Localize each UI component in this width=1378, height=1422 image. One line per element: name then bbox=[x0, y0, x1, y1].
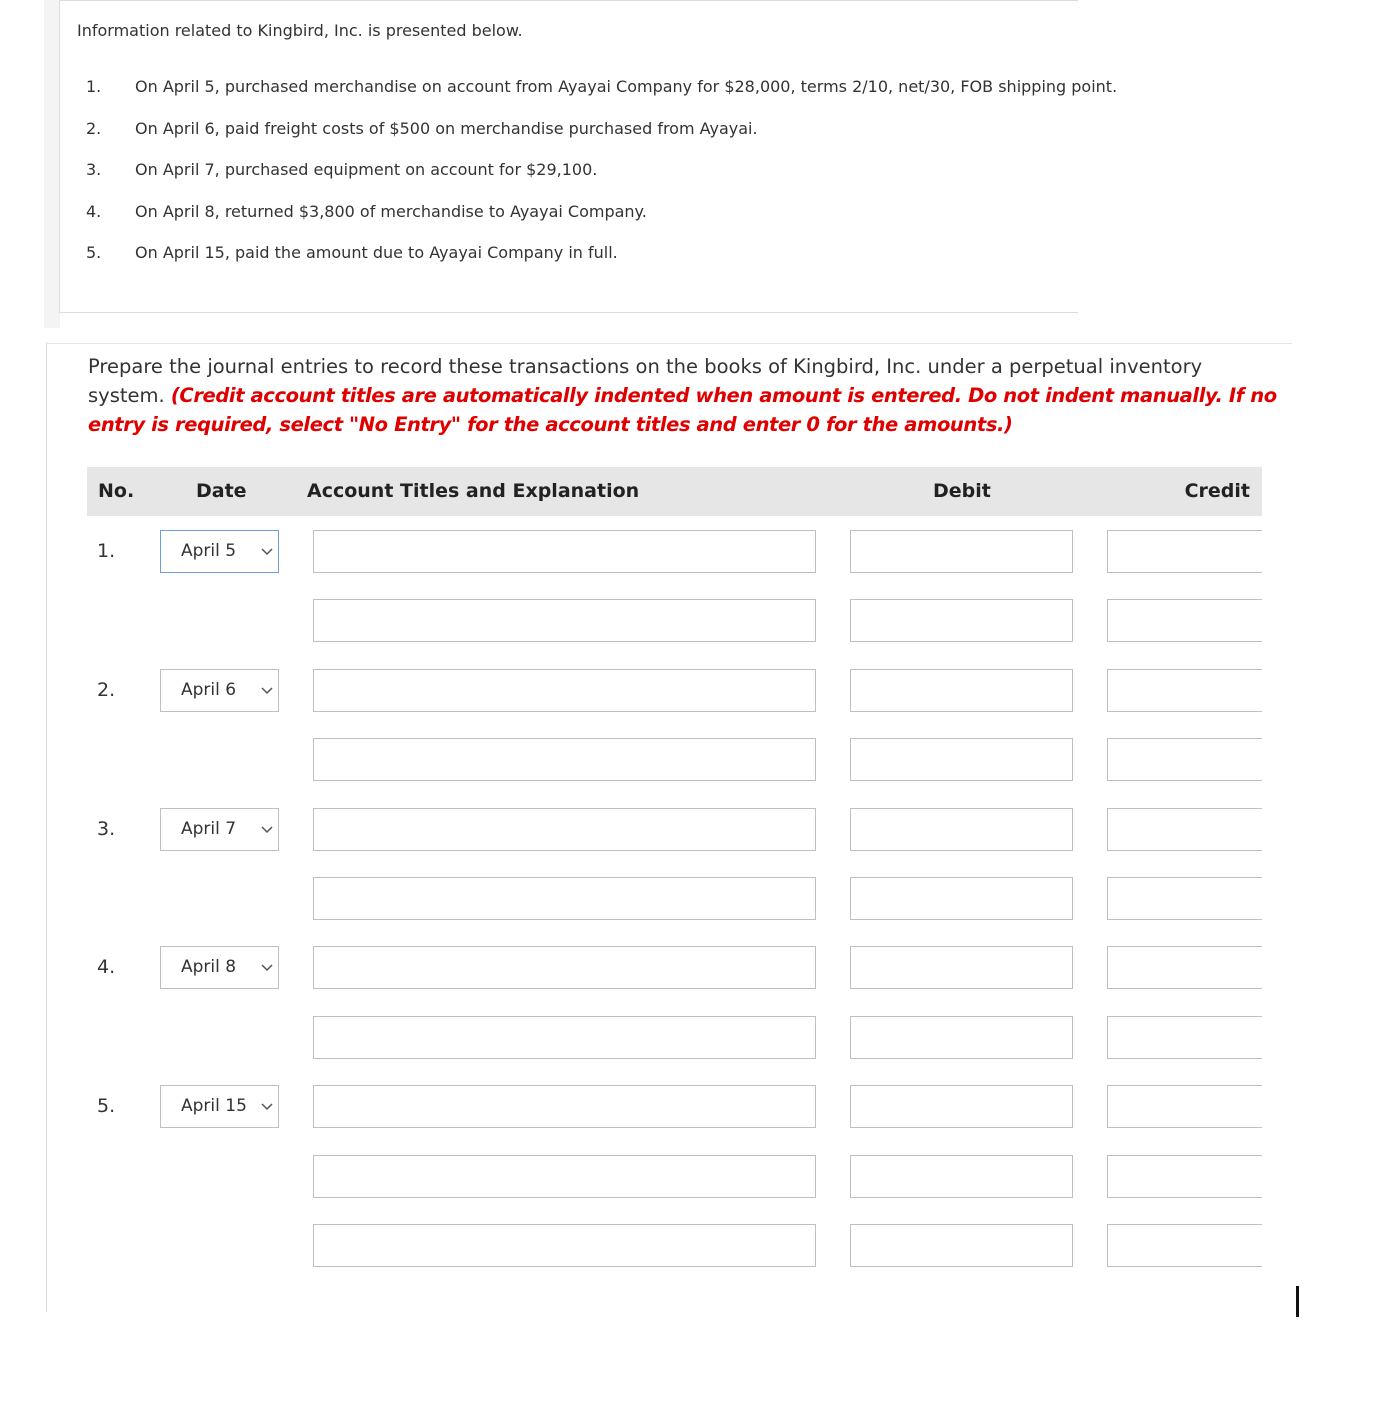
transaction-item bbox=[60, 77, 1118, 119]
debit-input[interactable] bbox=[850, 946, 1073, 989]
date-select[interactable] bbox=[160, 808, 279, 851]
date-select-value: April 5 bbox=[181, 541, 237, 561]
debit-input[interactable] bbox=[850, 1085, 1073, 1128]
date-select-value: April 8 bbox=[181, 957, 237, 977]
debit-input[interactable] bbox=[850, 1016, 1073, 1059]
account-title-input[interactable] bbox=[313, 808, 816, 851]
account-title-input[interactable] bbox=[313, 946, 816, 989]
text-cursor bbox=[1296, 1286, 1299, 1317]
credit-input[interactable] bbox=[1107, 1224, 1262, 1267]
date-select-value: April 15 bbox=[181, 1096, 247, 1116]
header-date: Date bbox=[196, 480, 247, 502]
date-select[interactable] bbox=[160, 669, 279, 712]
debit-input[interactable] bbox=[850, 669, 1073, 712]
transaction-number: 2. bbox=[86, 118, 102, 138]
entry-number: 2. bbox=[97, 679, 116, 701]
header-credit: Credit bbox=[1184, 480, 1250, 502]
debit-input[interactable] bbox=[850, 1224, 1073, 1267]
section-divider bbox=[46, 343, 1292, 344]
account-title-input[interactable] bbox=[313, 738, 816, 781]
problem-info-panel bbox=[59, 0, 1118, 313]
account-title-input[interactable] bbox=[313, 669, 816, 712]
header-account-titles: Account Titles and Explanation bbox=[307, 480, 640, 502]
header-debit: Debit bbox=[933, 480, 991, 502]
entry-number: 3. bbox=[97, 818, 116, 840]
question-prompt bbox=[88, 352, 1278, 439]
debit-input[interactable] bbox=[850, 808, 1073, 851]
credit-input[interactable] bbox=[1107, 530, 1262, 573]
prompt-text: Prepare the journal entries to record these transactions on the books of Kingbird, Inc. under a perpetual inventory system. bbox=[88, 355, 1203, 407]
transaction-number: 4. bbox=[86, 201, 102, 221]
date-select-value: April 7 bbox=[181, 819, 237, 839]
transaction-text: On April 15, paid the amount due to Ayayai Company in full. bbox=[135, 243, 618, 262]
header-no: No. bbox=[98, 480, 135, 502]
debit-input[interactable] bbox=[850, 599, 1073, 642]
date-select-value: April 6 bbox=[181, 680, 237, 700]
credit-input[interactable] bbox=[1107, 808, 1262, 851]
left-divider bbox=[46, 342, 47, 1312]
entry-number: 5. bbox=[97, 1095, 116, 1117]
transaction-item bbox=[60, 243, 1079, 285]
credit-input[interactable] bbox=[1107, 1016, 1262, 1059]
transaction-list bbox=[60, 77, 1118, 285]
prompt-note: (Credit account titles are automatically indented when amount is entered. Do not indent manually. If no entry is required, select "No Entry" for the account titles and enter 0 for the amounts.) bbox=[88, 384, 1277, 436]
credit-input[interactable] bbox=[1107, 599, 1262, 642]
credit-input[interactable] bbox=[1107, 946, 1262, 989]
entry-number: 4. bbox=[97, 956, 116, 978]
account-title-input[interactable] bbox=[313, 1224, 816, 1267]
date-select[interactable] bbox=[160, 946, 279, 989]
date-select[interactable] bbox=[160, 1085, 279, 1128]
entry-number: 1. bbox=[97, 540, 116, 562]
account-title-input[interactable] bbox=[313, 1016, 816, 1059]
left-panel-strip bbox=[44, 0, 60, 328]
account-title-input[interactable] bbox=[313, 877, 816, 920]
transaction-text: On April 7, purchased equipment on account for $29,100. bbox=[135, 160, 598, 179]
chevron-down-icon bbox=[259, 543, 275, 559]
journal-table-header bbox=[87, 467, 1262, 516]
account-title-input[interactable] bbox=[313, 530, 816, 573]
transaction-number: 5. bbox=[86, 243, 102, 262]
date-select[interactable] bbox=[160, 530, 279, 573]
chevron-down-icon bbox=[259, 959, 275, 975]
debit-input[interactable] bbox=[850, 1155, 1073, 1198]
credit-input[interactable] bbox=[1107, 877, 1262, 920]
debit-input[interactable] bbox=[850, 877, 1073, 920]
info-intro: Information related to Kingbird, Inc. is presented below. bbox=[77, 21, 523, 40]
chevron-down-icon bbox=[259, 682, 275, 698]
credit-input[interactable] bbox=[1107, 669, 1262, 712]
transaction-number: 1. bbox=[86, 77, 102, 96]
account-title-input[interactable] bbox=[313, 599, 816, 642]
account-title-input[interactable] bbox=[313, 1155, 816, 1198]
transaction-text: On April 6, paid freight costs of $500 on merchandise purchased from Ayayai. bbox=[135, 118, 758, 138]
credit-input[interactable] bbox=[1107, 738, 1262, 781]
account-title-input[interactable] bbox=[313, 1085, 816, 1128]
debit-input[interactable] bbox=[850, 738, 1073, 781]
transaction-item bbox=[60, 119, 1079, 161]
transaction-item bbox=[60, 160, 1079, 202]
debit-input[interactable] bbox=[850, 530, 1073, 573]
transaction-number: 3. bbox=[86, 160, 102, 179]
chevron-down-icon bbox=[259, 821, 275, 837]
transaction-text: On April 8, returned $3,800 of merchandise to Ayayai Company. bbox=[135, 201, 647, 221]
chevron-down-icon bbox=[259, 1098, 275, 1114]
credit-input[interactable] bbox=[1107, 1155, 1262, 1198]
transaction-item bbox=[60, 202, 1079, 244]
transaction-text: On April 5, purchased merchandise on account from Ayayai Company for $28,000, terms 2/10, net/30, FOB shipping point. bbox=[135, 77, 1118, 96]
credit-input[interactable] bbox=[1107, 1085, 1262, 1128]
